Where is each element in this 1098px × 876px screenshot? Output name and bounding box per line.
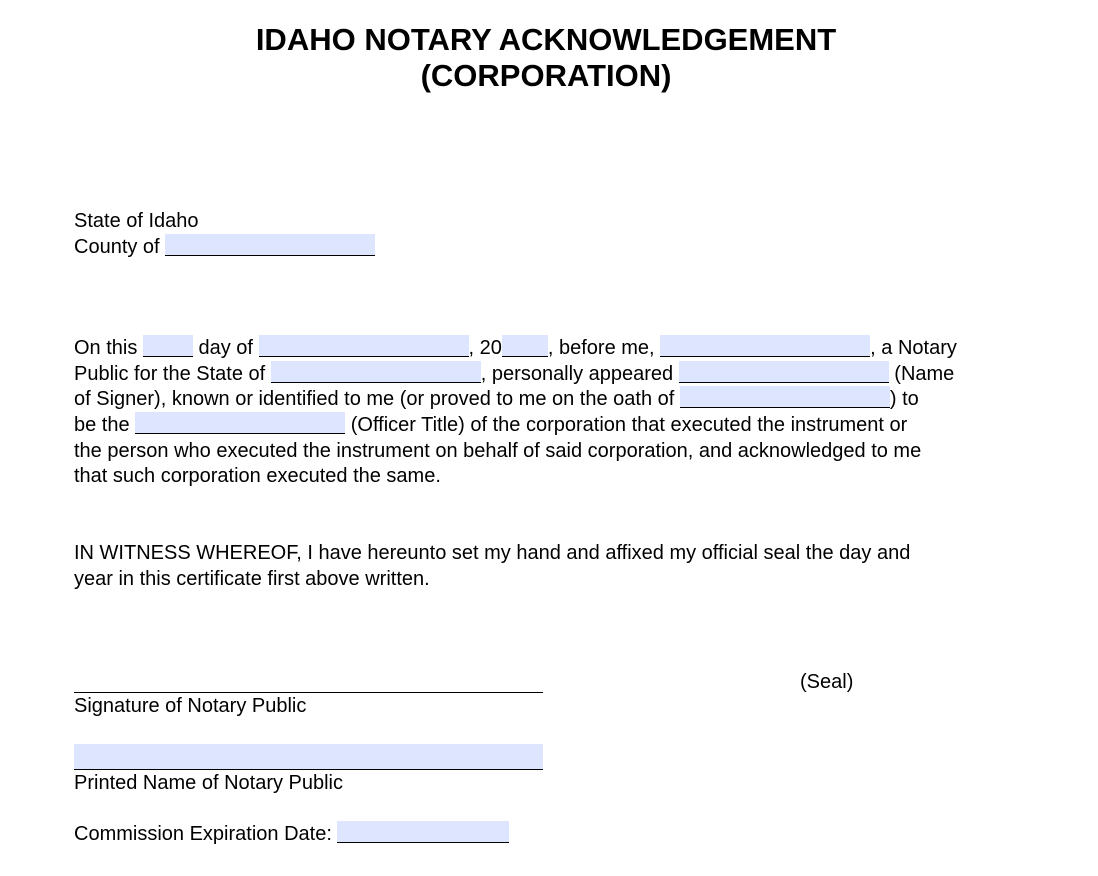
commission-label: Commission Expiration Date: xyxy=(74,823,332,845)
county-field[interactable] xyxy=(165,234,375,256)
commission-date-field[interactable] xyxy=(337,821,509,843)
signature-label: Signature of Notary Public xyxy=(74,695,307,717)
state-line xyxy=(74,208,199,234)
state-label: State of Idaho xyxy=(74,210,199,232)
printed-name-label: Printed Name of Notary Public xyxy=(74,772,344,794)
printed-name-field[interactable] xyxy=(74,744,543,770)
body-text: of Signer), known or identified to me (or proved to me on the oath of xyxy=(74,388,675,410)
year-field[interactable] xyxy=(502,335,548,357)
body-text: Public for the State of xyxy=(74,363,266,385)
commission-line xyxy=(74,821,509,847)
witness-text: year in this certificate first above written. xyxy=(74,568,430,590)
oath-of-field[interactable] xyxy=(680,386,890,408)
signature-line[interactable] xyxy=(74,672,543,693)
county-line xyxy=(74,234,375,260)
body-text: the person who executed the instrument on behalf of said corporation, and acknowledged to me xyxy=(74,440,922,462)
body-text: be the xyxy=(74,414,130,436)
body-text: (Officer Title) of the corporation that executed the instrument or xyxy=(350,414,908,436)
body-text: (Name xyxy=(894,363,955,385)
body-line-6 xyxy=(74,463,441,489)
witness-line-1 xyxy=(74,540,910,566)
body-line-3 xyxy=(74,386,919,412)
document-title: IDAHO NOTARY ACKNOWLEDGEMENT xyxy=(255,22,837,57)
body-text: , personally appeared xyxy=(480,363,674,385)
body-text: On this xyxy=(74,337,138,359)
month-field[interactable] xyxy=(259,335,469,357)
witness-line-2 xyxy=(74,566,430,592)
body-text: , before me, xyxy=(547,337,655,359)
notary-name-field[interactable] xyxy=(660,335,870,357)
body-text: ) to xyxy=(889,388,919,410)
document-subtitle: (CORPORATION) xyxy=(420,58,672,93)
seal-label: (Seal) xyxy=(800,671,854,693)
body-text: , 20 xyxy=(468,337,502,359)
body-text: , a Notary xyxy=(870,337,957,359)
signer-name-field[interactable] xyxy=(679,361,889,383)
body-line-5 xyxy=(74,438,921,464)
body-line-4 xyxy=(74,412,907,438)
day-field[interactable] xyxy=(143,335,193,357)
witness-text: IN WITNESS WHEREOF, I have hereunto set my hand and affixed my official seal the day and xyxy=(74,542,911,564)
body-line-1 xyxy=(74,335,957,361)
body-text: that such corporation executed the same. xyxy=(74,465,441,487)
officer-title-field[interactable] xyxy=(135,412,345,434)
body-text: day of xyxy=(198,337,253,359)
body-line-2 xyxy=(74,361,954,387)
state-of-field[interactable] xyxy=(271,361,481,383)
county-label: County of xyxy=(74,236,160,258)
